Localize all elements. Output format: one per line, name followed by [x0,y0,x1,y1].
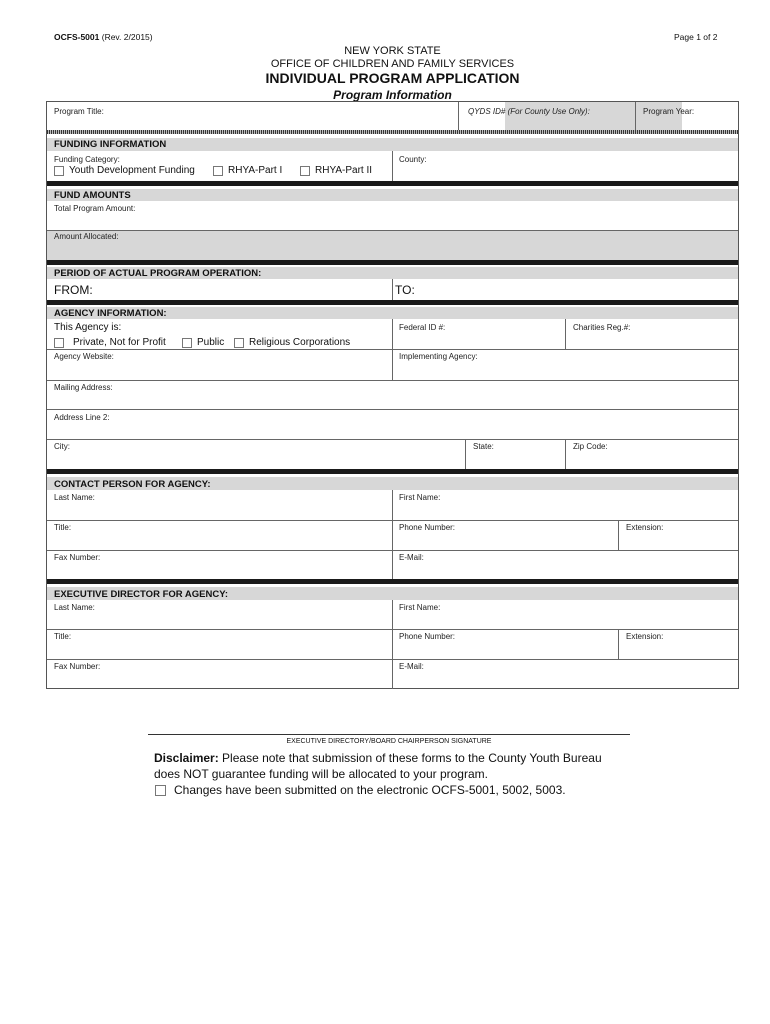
divider [392,151,393,181]
office-name: OFFICE OF CHILDREN AND FAMILY SERVICES [270,58,515,70]
checkbox[interactable] [182,338,192,348]
address-line-2-field[interactable]: Address Line 2: [54,413,110,422]
divider [458,102,459,130]
option-label: Youth Development Funding [69,165,195,176]
agency-type-public[interactable] [182,337,224,348]
disclaimer [154,750,604,782]
disclaimer-bold: Disclaimer: [154,751,219,765]
divider [392,490,393,580]
funding-category-label: Funding Category: [54,155,120,164]
divider-bar [47,579,738,584]
divider [618,629,619,659]
total-amount-field[interactable]: Total Program Amount: [54,204,136,213]
divider [392,319,393,349]
changes-submitted-option[interactable] [155,783,566,797]
city-field[interactable]: City: [54,442,70,451]
divider [47,380,738,381]
qyds-id-field[interactable]: QYDS ID# (For County Use Only): [468,107,590,116]
divider [392,349,393,380]
funding-section-heading: FUNDING INFORMATION [47,138,738,151]
page-number: Page 1 of 2 [674,32,718,42]
divider [47,409,738,410]
director-extension-field[interactable]: Extension: [626,632,664,641]
contact-heading: CONTACT PERSON FOR AGENCY: [47,477,738,490]
director-email-field[interactable]: E-Mail: [399,662,424,671]
state-field[interactable]: State: [473,442,494,451]
divider-bar [47,300,738,305]
director-first-name-field[interactable]: First Name: [399,603,441,612]
fund-amounts-heading: FUND AMOUNTS [47,189,738,201]
divider [47,520,738,521]
checkbox[interactable] [54,338,64,348]
agency-type-label: This Agency is: [54,322,122,333]
option-label: Private, Not for Profit [73,337,166,348]
option-label: Religious Corporations [249,337,351,348]
divider [47,550,738,551]
divider-bar [47,181,738,186]
changes-submitted-label: Changes have been submitted on the electronic OCFS-5001, 5002, 5003. [174,783,566,797]
divider [618,520,619,550]
divider-bar [47,469,738,474]
state-name: NEW YORK STATE [344,45,441,57]
checkbox[interactable] [213,166,223,176]
page-title: INDIVIDUAL PROGRAM APPLICATION [265,70,520,86]
agency-heading: AGENCY INFORMATION: [47,307,738,319]
funding-option-rhya-1[interactable] [213,165,282,176]
divider [635,102,636,130]
contact-email-field[interactable]: E-Mail: [399,553,424,562]
charities-reg-field[interactable]: Charities Reg.#: [573,323,631,332]
form-number: OCFS-5001 [54,32,100,42]
checkbox[interactable] [300,166,310,176]
agency-type-religious[interactable] [234,337,350,348]
disclaimer-text: Please note that submission of these forms to the County Youth Bureau does NOT guarantee funding will be allocated to your program. [154,751,602,781]
divider-bar [47,260,738,265]
county-field[interactable]: County: [399,155,427,164]
program-year-field[interactable]: Program Year: [643,107,695,116]
allocated-amount-field[interactable]: Amount Allocated: [54,232,119,241]
signature-label: EXECUTIVE DIRECTORY/BOARD CHAIRPERSON SIGNATURE [286,738,492,745]
director-phone-field[interactable]: Phone Number: [399,632,456,641]
funding-option-rhya-2[interactable] [300,165,372,176]
signature-line[interactable] [148,734,630,735]
divider [47,439,738,440]
implementing-agency-field[interactable]: Implementing Agency: [399,352,478,361]
mailing-address-field[interactable]: Mailing Address: [54,383,113,392]
divider-stripe [47,130,738,134]
director-heading: EXECUTIVE DIRECTOR FOR AGENCY: [47,587,738,600]
period-heading: PERIOD OF ACTUAL PROGRAM OPERATION: [47,267,738,279]
program-title-field[interactable]: Program Title: [54,107,104,116]
form-revision: (Rev. 2/2015) [101,32,153,42]
director-last-name-field[interactable]: Last Name: [54,603,95,612]
to-field[interactable]: TO: [395,283,415,297]
agency-type-private[interactable] [54,337,166,348]
option-label: Public [197,337,225,348]
allocated-shade [47,231,738,260]
contact-extension-field[interactable]: Extension: [626,523,664,532]
agency-website-field[interactable]: Agency Website: [54,352,114,361]
checkbox[interactable] [155,785,166,796]
option-label: RHYA-Part II [315,165,373,176]
divider [392,279,393,300]
director-fax-field[interactable]: Fax Number: [54,662,101,671]
funding-option-ydf[interactable] [54,165,195,176]
option-label: RHYA-Part I [228,165,283,176]
director-title-field[interactable]: Title: [54,632,72,641]
divider [565,319,566,349]
contact-phone-field[interactable]: Phone Number: [399,523,456,532]
form-code [54,32,153,42]
divider [465,439,466,469]
contact-fax-field[interactable]: Fax Number: [54,553,101,562]
divider [47,659,738,660]
federal-id-field[interactable]: Federal ID #: [399,323,446,332]
contact-title-field[interactable]: Title: [54,523,72,532]
zip-code-field[interactable]: Zip Code: [573,442,608,451]
checkbox[interactable] [234,338,244,348]
divider [47,629,738,630]
from-field[interactable]: FROM: [54,283,93,297]
checkbox[interactable] [54,166,64,176]
application-form [46,101,739,689]
contact-last-name-field[interactable]: Last Name: [54,493,95,502]
divider [565,439,566,469]
contact-first-name-field[interactable]: First Name: [399,493,441,502]
page-subtitle: Program Information [333,88,452,102]
divider [392,600,393,689]
